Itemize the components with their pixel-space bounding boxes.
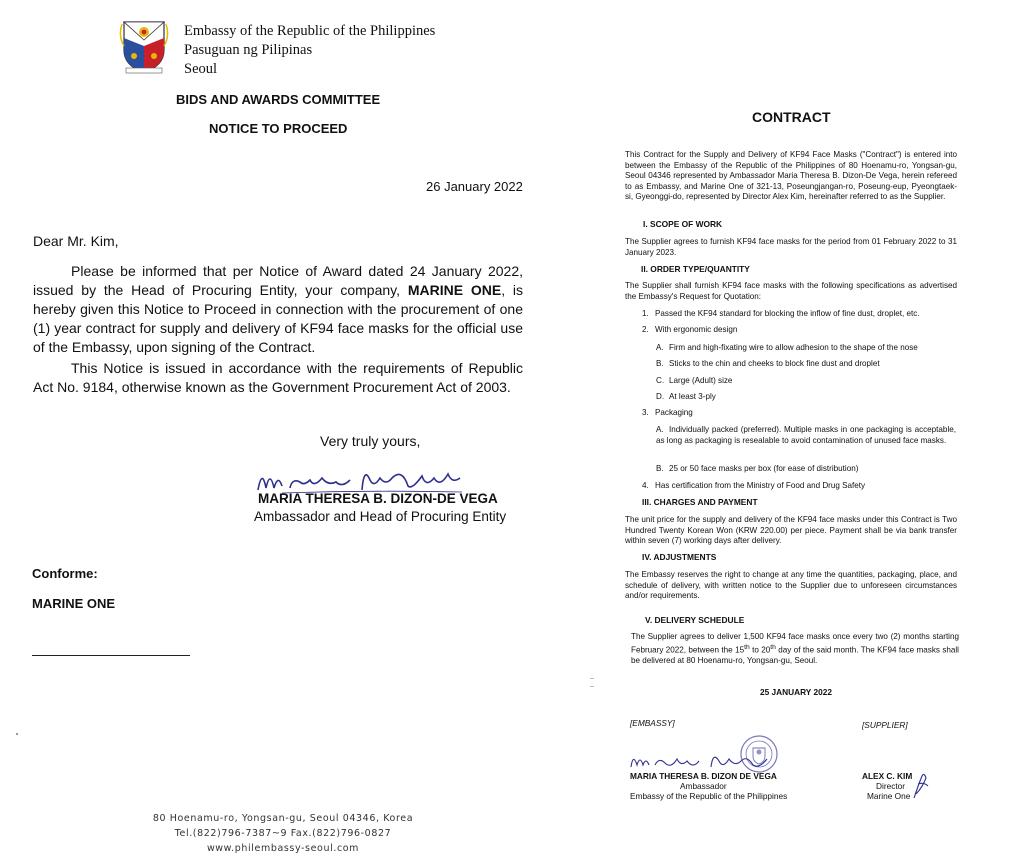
embassy-signer-title: Ambassador (680, 781, 727, 791)
section-5-text: The Supplier agrees to deliver 1,500 KF94 face masks once every two (2) months starting February 2022, between the 15th to 20th day of the said month. The KF94 face masks shall be delivered at 80 Hoenamu-ro, Yongsan-gu, Seoul. (631, 632, 959, 665)
letterhead-line-3: Seoul (184, 61, 218, 77)
contract-intro: This Contract for the Supply and Delivery of KF94 Face Masks ("Contract") is entered into between the Embassy of the Republic of the Philippines of 80 Hoenamu-ro, Yongsan-gu, Seoul 04346 represented by Ambassador Maria Theresa B. Dizon-De Vega, herein refereed to as Embassy, and Marine One of 321-13, Poseungjangan-ro, Poseung-eup, Pyeongtaek-si, Gyeonggi-do, represented by Director Alex Kim, hereinafter referred to as the Supplier. (625, 150, 957, 201)
section-5-heading: V. DELIVERY SCHEDULE (645, 615, 745, 625)
letter-date: 26 January 2022 (426, 179, 523, 194)
closing: Very truly yours, (320, 433, 421, 449)
conforme-signature-line (32, 655, 190, 656)
notice-title: NOTICE TO PROCEED (209, 121, 348, 136)
letter-footer (150, 811, 416, 856)
embassy-signer-name: MARIA THERESA B. DIZON DE VEGA (630, 771, 777, 781)
margin-mark (590, 678, 594, 679)
company-name: MARINE ONE (407, 282, 502, 298)
supplier-signer-name: ALEX C. KIM (862, 771, 913, 781)
paragraph-2-text: This Notice is issued in accordance with the requirements of Republic Act No. 9184, otherwise known as the Government Procurement Act of 2003. (33, 360, 523, 395)
section-3-text: The unit price for the supply and delivery of the KF94 face masks under this Contract is Two Hundred Twenty Korean Won (KRW 220.00) per piece. Payment shall be via bank transfer within seven (7) working days after delivery. (625, 515, 957, 545)
spec-item-2a: A. Firm and high-fixating wire to allow adhesion to the shape of the nose (656, 343, 918, 352)
supplier-organization: Marine One (867, 791, 911, 801)
section-2-text: The Supplier shall furnish KF94 face masks with the following specifications as advertised the Embassy's Request for Quotation: (625, 281, 957, 301)
margin-mark (590, 686, 594, 687)
letter-paragraph-2 (33, 359, 523, 397)
signer-title: Ambassador and Head of Procuring Entity (254, 509, 507, 524)
spec-item-3b: B. 25 or 50 face masks per box (for ease of distribution) (656, 464, 859, 473)
salutation: Dear Mr. Kim, (33, 233, 119, 249)
embassy-organization: Embassy of the Republic of the Philippines (630, 791, 788, 801)
spec-item-3a: A. Individually packed (preferred). Multiple masks in one packaging is acceptable, as long as packaging is resealable to avoid contamination of unused face masks. (656, 425, 956, 445)
supplier-signer-title: Director (876, 781, 906, 791)
spec-item-2c: C. Large (Adult) size (656, 376, 733, 385)
section-4-text: The Embassy reserves the right to change at any time the quantities, packaging, place, and schedule of delivery, with written notice to the Supplier due to unforeseen circumstances and/or requirements. (625, 570, 957, 600)
section-1-text: The Supplier agrees to furnish KF94 face masks for the period from 01 February 2022 to 31 January 2023. (625, 237, 957, 257)
spec-item-2b: B. Sticks to the chin and cheeks to block fine dust and droplet (656, 359, 880, 368)
letterhead-text (184, 22, 435, 79)
section-1-heading: I. SCOPE OF WORK (643, 219, 723, 229)
spec-item-1: 1. Passed the KF94 standard for blocking the inflow of fine dust, droplet, etc. (642, 309, 920, 318)
contract-date: 25 JANUARY 2022 (760, 687, 832, 697)
letterhead-line-1: Embassy of the Republic of the Philippines (184, 23, 436, 39)
footer-phone: Tel.(822)796-7387~9 Fax.(822)796-0827 (174, 828, 392, 839)
conforme-company: MARINE ONE (32, 596, 116, 611)
spec-item-2: 2. With ergonomic design (642, 325, 738, 334)
footer-address: 80 Hoenamu-ro, Yongsan-gu, Seoul 04346, Korea (152, 813, 414, 824)
paragraph-1-lead: Please be informed that per Notice of Award dated 24 January 2022, issued by the Head of Procuring Entity, your company, (33, 263, 523, 298)
embassy-label: [EMBASSY] (630, 718, 675, 728)
signer-name: MARIA THERESA B. DIZON-DE VEGA (258, 491, 498, 506)
spec-item-3: 3. Packaging (642, 408, 693, 417)
section-3-heading: III. CHARGES AND PAYMENT (642, 497, 758, 507)
letter-paragraph-1 (33, 262, 523, 357)
spec-item-4: 4. Has certification from the Ministry of Food and Drug Safety (642, 481, 866, 490)
section-2-heading: II. ORDER TYPE/QUANTITY (641, 264, 750, 274)
spec-item-2d: D. At least 3-ply (656, 392, 716, 401)
philippine-coat-of-arms-logo (118, 16, 170, 74)
margin-mark (16, 733, 18, 735)
paragraph-1-rest: , is hereby given this Notice to Proceed in connection with the procurement of one (1) year contract for supply and delivery of KF94 face masks for the official use of the Embassy, upon signing of the Contract. (33, 282, 523, 355)
section-4-heading: IV. ADJUSTMENTS (642, 552, 717, 562)
supplier-label: [SUPPLIER] (862, 720, 908, 730)
supplier-signature (910, 770, 930, 800)
footer-website: www.philembassy-seoul.com (206, 843, 360, 854)
contract-title: CONTRACT (752, 109, 831, 125)
letterhead-line-2: Pasuguan ng Pilipinas (184, 42, 313, 58)
conforme-label: Conforme: (32, 566, 98, 581)
committee-heading: BIDS AND AWARDS COMMITTEE (176, 92, 381, 107)
contract-ambassador-signature (627, 749, 787, 773)
